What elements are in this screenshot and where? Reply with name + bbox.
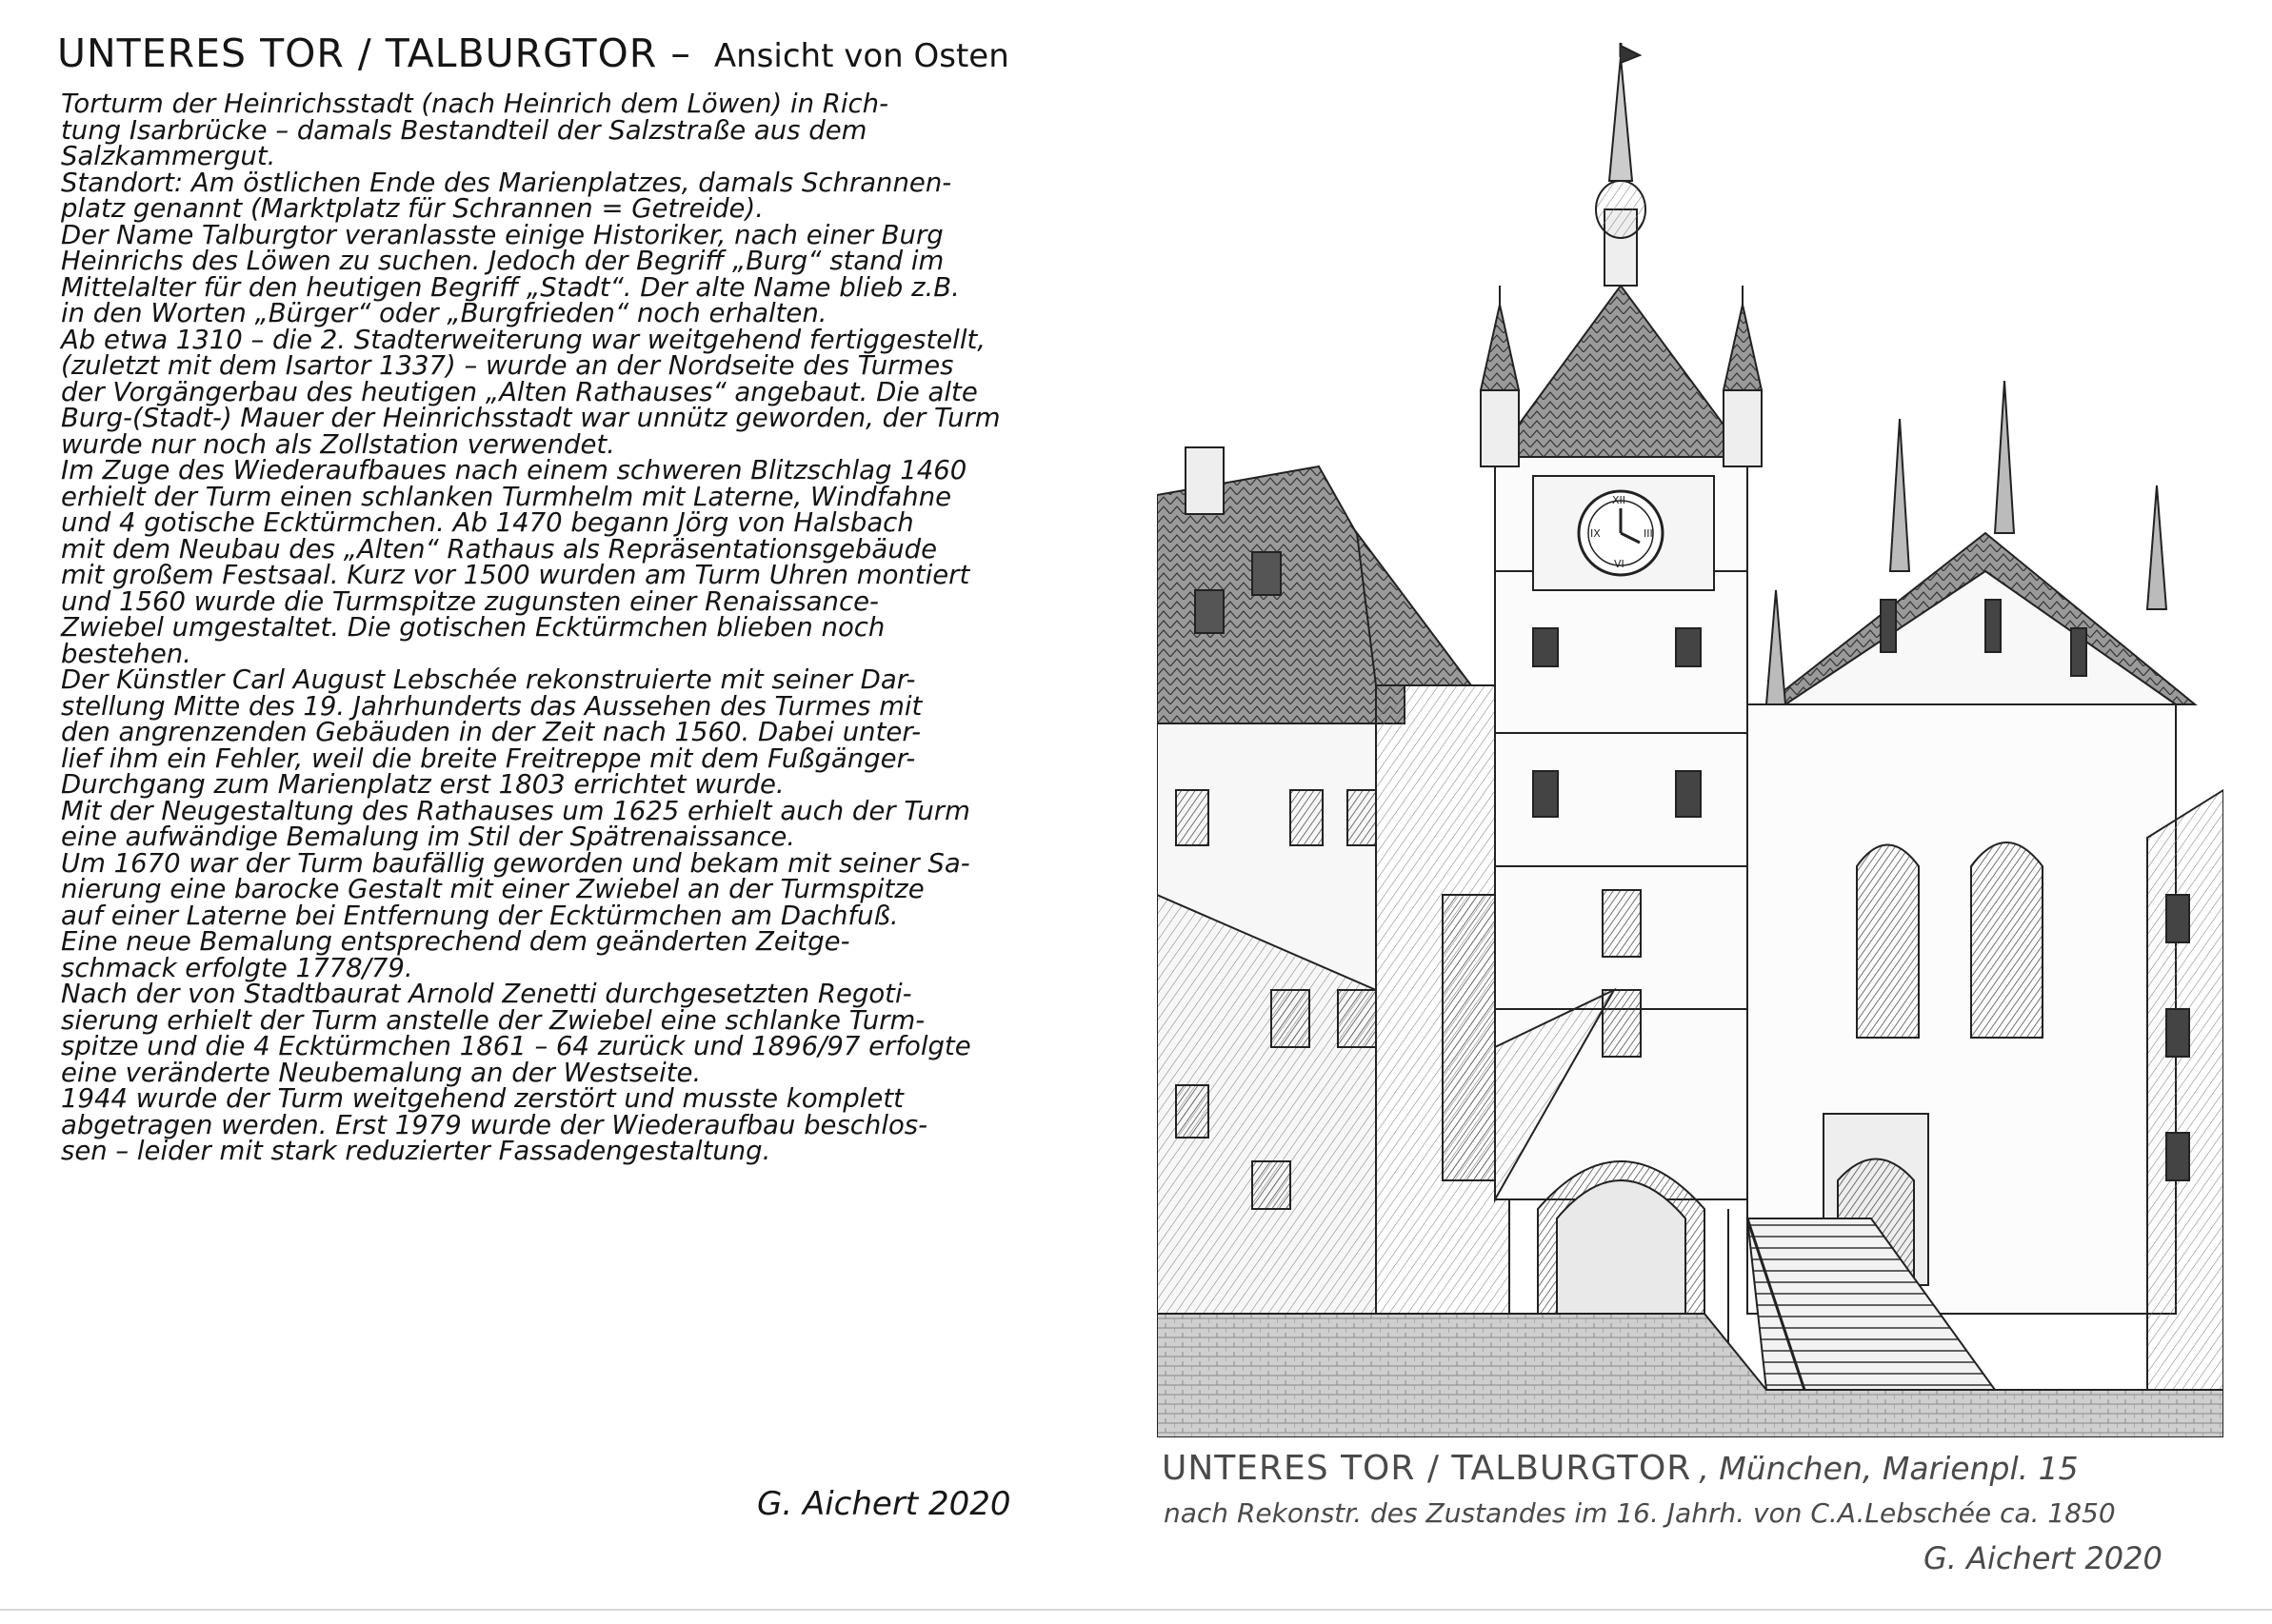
clock-numeral: VI [1614, 558, 1624, 570]
text-line: mit dem Neubau des „Alten“ Rathaus als Repräsentationsgebäude [61, 533, 938, 564]
text-line: Mittelalter für den heutigen Begriff „Stadt“. Der alte Name blieb z.B. [61, 271, 960, 303]
text-line: bestehen. [61, 638, 191, 669]
tower-gate-drawing-icon [1157, 38, 2223, 1437]
text-line: sierung erhielt der Turm anstelle der Zwiebel eine schlanke Turm- [61, 1004, 926, 1036]
text-line: schmack erfolgte 1778/79. [61, 952, 413, 983]
title-main: UNTERES TOR / TALBURGTOR [57, 30, 658, 76]
text-line: Salzkammergut. [61, 141, 276, 171]
clock-numeral: III [1644, 527, 1653, 540]
text-line: Zwiebel umgestaltet. Die gotischen Ecktürmchen blieben noch [61, 612, 886, 643]
caption-title: UNTERES TOR / TALBURGTOR [1162, 1449, 1692, 1488]
clock-numeral: XII [1612, 494, 1626, 506]
drawing-signature: G. Aichert 2020 [1923, 1540, 2162, 1576]
text-line: Im Zuge des Wiederaufbaues nach einem schweren Blitzschlag 1460 [61, 455, 967, 485]
text-line: Mit der Neugestaltung des Rathauses um 1625 erhielt auch der Turm [61, 795, 970, 826]
text-line: 1944 wurde der Turm weitgehend zerstört und musste komplett [61, 1083, 904, 1114]
text-line: spitze und die 4 Ecktürmchen 1861 – 64 zurück und 1896/97 erfolgte [61, 1031, 971, 1061]
drawing-caption-source: nach Rekonstr. des Zustandes im 16. Jahrh. von C.A.Lebschée ca. 1850 [1164, 1497, 2116, 1529]
caption-location: , München, Marienpl. 15 [1699, 1450, 2079, 1487]
text-line: mit großem Festsaal. Kurz vor 1500 wurden am Turm Uhren montiert [61, 560, 970, 590]
text-line: sen – leider mit stark reduzierter Fassadengestaltung. [61, 1136, 771, 1166]
text-line: wurde nur noch als Zollstation verwendet. [61, 428, 615, 460]
text-line: Heinrichs des Löwen zu suchen. Jedoch der Begriff „Burg“ stand im [61, 246, 945, 276]
text-line: Nach der von Stadtbaurat Arnold Zenetti durchgesetzten Regoti- [61, 979, 912, 1009]
text-line: nierung eine barocke Gestalt mit einer Zwiebel an der Turmspitze [61, 874, 925, 904]
text-line: Burg-(Stadt-) Mauer der Heinrichsstadt war unnütz geworden, der Turm [61, 403, 1001, 433]
page-title [57, 30, 1009, 76]
text-line: platz genannt (Marktplatz für Schrannen = Getreide). [61, 193, 764, 224]
text-line: Um 1670 war der Turm baufällig geworden und bekam mit seiner Sa- [61, 847, 970, 879]
text-line: und 1560 wurde die Turmspitze zugunsten einer Renaissance- [61, 585, 879, 617]
text-line: eine veränderte Neubemalung an der Westseite. [61, 1057, 702, 1088]
text-line: Der Name Talburgtor veranlasste einige Historiker, nach einer Burg [61, 219, 944, 250]
text-line: lief ihm ein Fehler, weil die breite Freitreppe mit dem Fußgänger- [61, 743, 916, 774]
text-line: eine aufwändige Bemalung im Stil der Spätrenaissance. [61, 822, 795, 852]
text-line: abgetragen werden. Erst 1979 wurde der Wiederaufbau beschlos- [61, 1109, 928, 1140]
text-line: in den Worten „Bürger“ oder „Burgfrieden“ noch erhalten. [61, 298, 827, 328]
text-line: Eine neue Bemalung entsprechend dem geänderten Zeitge- [61, 926, 850, 957]
text-line: auf einer Laterne bei Entfernung der Ecktürmchen am Dachfuß. [61, 900, 899, 931]
clock-numeral: IX [1590, 527, 1601, 540]
text-line: tung Isarbrücke – damals Bestandteil der Salzstraße aus dem [61, 114, 867, 146]
text-line: Durchgang zum Marienplatz erst 1803 errichtet wurde. [61, 769, 785, 800]
text-line: Der Künstler Carl August Lebschée rekonstruierte mit seiner Dar- [61, 664, 916, 695]
text-line: (zuletzt mit dem Isartor 1337) – wurde an der Nordseite des Turmes [61, 350, 954, 381]
title-separator: – [670, 30, 691, 76]
text-line: Ab etwa 1310 – die 2. Stadterweiterung war weitgehend fertiggestellt, [61, 324, 986, 355]
page-edge-divider [0, 1609, 2272, 1611]
text-line: erhielt der Turm einen schlanken Turmhelm mit Laterne, Windfahne [61, 481, 952, 512]
text-line: Standort: Am östlichen Ende des Marienplatzes, damals Schrannen- [61, 167, 952, 198]
text-line: stellung Mitte des 19. Jahrhunderts das Aussehen des Turmes mit [61, 690, 923, 722]
text-line: und 4 gotische Ecktürmchen. Ab 1470 begann Jörg von Halsbach [61, 507, 914, 538]
text-line: Torturm der Heinrichsstadt (nach Heinrich dem Löwen) in Rich- [61, 89, 889, 119]
drawing-caption-title [1162, 1449, 2079, 1488]
title-subtitle: Ansicht von Osten [713, 37, 1009, 75]
text-line: den angrenzenden Gebäuden in der Zeit nach 1560. Dabei unter- [61, 717, 922, 747]
artist-signature: G. Aichert 2020 [757, 1485, 1011, 1523]
description-text [61, 91, 1061, 1165]
text-line: der Vorgängerbau des heutigen „Alten Rathauses“ angebaut. Die alte [61, 376, 978, 407]
